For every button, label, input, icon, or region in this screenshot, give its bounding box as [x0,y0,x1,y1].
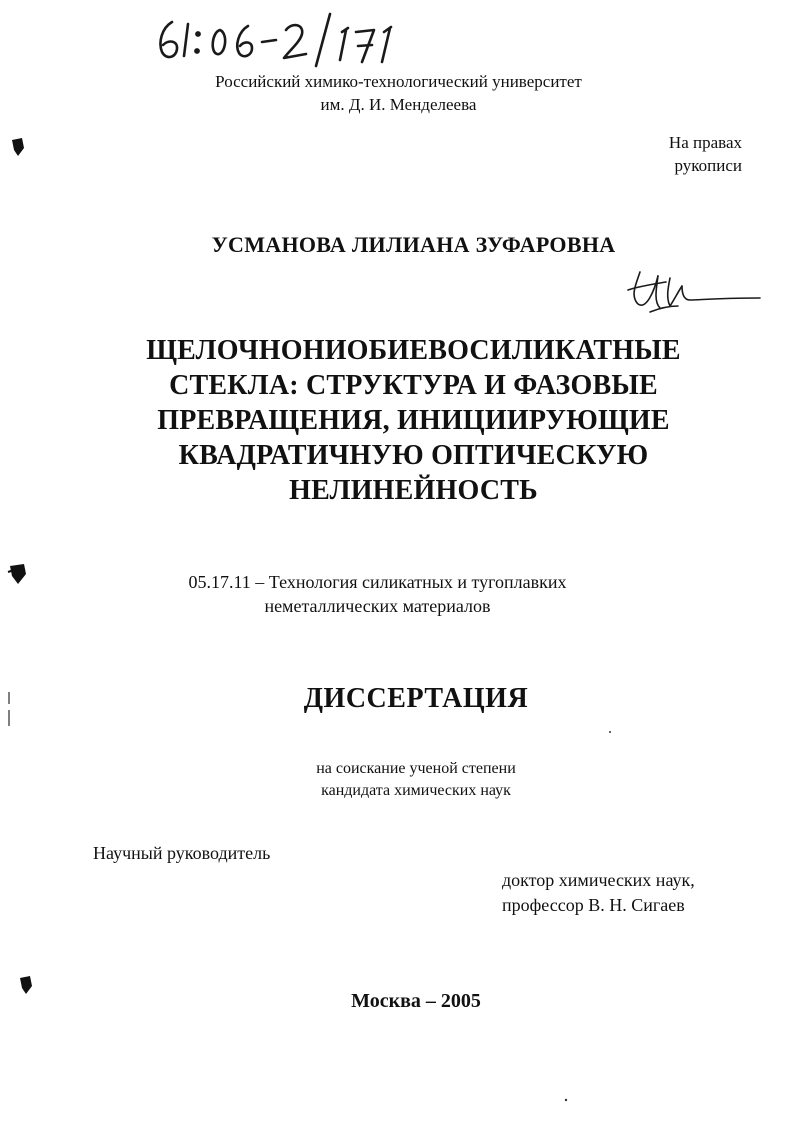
scan-dust-speck-icon [608,730,612,734]
rights-line-2: рукописи [674,156,742,175]
document-type-heading: ДИССЕРТАЦИЯ [303,683,529,714]
author-name: УСМАНОВА ЛИЛИАНА ЗУФАРОВНА [211,232,616,257]
degree-line-2: кандидата химических наук [321,782,511,799]
advisor-degree: доктор химических наук, [502,870,695,890]
title-line-4: КВАДРАТИЧНУЮ ОПТИЧЕСКУЮ [178,440,649,471]
university-block [0,70,797,116]
advisor-credentials [502,868,695,918]
specialty-line-2: неметаллических материалов [264,596,491,616]
title-line-5: НЕЛИНЕЙНОСТЬ [289,475,538,506]
dissertation-title [0,333,797,508]
degree-line-1: на соискание ученой степени [316,760,516,777]
title-line-1: ЩЕЛОЧНОНИОБИЕВОСИЛИКАТНЫЕ [146,335,681,366]
university-named-after: им. Д. И. Менделеева [320,95,477,114]
scan-binding-mark-icon [6,560,30,588]
scan-binding-mark-icon [8,136,28,160]
university-name: Российский химико-технологический университет [215,72,582,91]
title-line-2: СТЕКЛА: СТРУКТУРА И ФАЗОВЫЕ [169,370,658,401]
specialty-code [0,570,755,618]
author-signature [620,262,770,322]
scan-binding-mark-icon [16,974,36,998]
manuscript-rights-note [669,131,742,177]
advisor-name: профессор В. Н. Сигаев [502,895,685,915]
scan-edge-mark-icon [6,690,12,730]
advisor-label: Научный руководитель [93,843,271,863]
scan-dust-speck-icon [564,1098,568,1102]
city-and-year: Москва – 2005 [351,990,481,1012]
rights-line-1: На правах [668,133,742,152]
degree-sought [0,758,797,802]
title-line-3: ПРЕВРАЩЕНИЯ, ИНИЦИИРУЮЩИЕ [157,405,670,436]
handwritten-archive-code [150,8,450,70]
specialty-line-1: 05.17.11 – Технология силикатных и тугоплавких [188,572,567,592]
